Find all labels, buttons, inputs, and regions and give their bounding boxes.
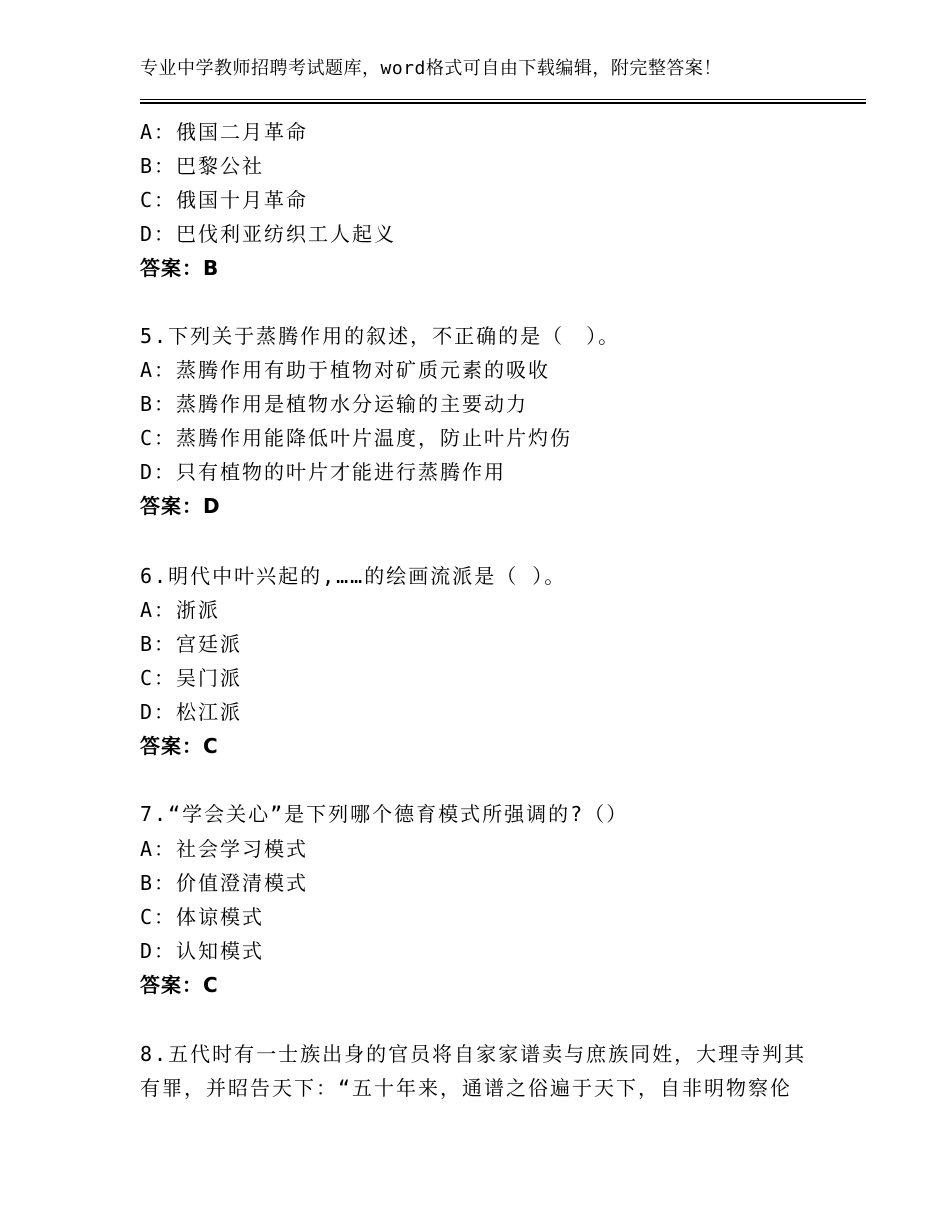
header-rule-thick <box>140 102 866 104</box>
answer: 答案：C <box>140 734 219 758</box>
option-d: D：只有植物的叶片才能进行蒸腾作用 <box>140 460 507 484</box>
question-stem-line-2: 有罪，并昭告天下：“五十年来，通谱之俗遍于天下，自非明物察伦 <box>140 1076 793 1100</box>
option-c: C：吴门派 <box>140 666 243 690</box>
option-a: A：俄国二月革命 <box>140 120 309 144</box>
option-c: C：俄国十月革命 <box>140 188 309 212</box>
question-stem-line-1: 8.五代时有一士族出身的官员将自家家谱卖与庶族同姓，大理寺判其 <box>140 1042 807 1066</box>
option-d: D：认知模式 <box>140 939 265 963</box>
option-b: B：价值澄清模式 <box>140 871 309 895</box>
option-b: B：宫廷派 <box>140 632 243 656</box>
answer: 答案：D <box>140 494 221 518</box>
question-stem: 7.“学会关心”是下列哪个德育模式所强调的?（） <box>140 802 629 826</box>
question-stem: 5.下列关于蒸腾作用的叙述，不正确的是（ ）。 <box>140 324 621 348</box>
option-a: A：社会学习模式 <box>140 837 309 861</box>
answer: 答案：C <box>140 973 219 997</box>
option-a: A：蒸腾作用有助于植物对矿质元素的吸收 <box>140 358 551 382</box>
header-text: 专业中学教师招聘考试题库，word格式可自由下载编辑，附完整答案！ <box>140 58 722 79</box>
question-stem: 6.明代中叶兴起的,……的绘画流派是（ ）。 <box>140 564 567 588</box>
option-b: B：巴黎公社 <box>140 154 265 178</box>
header-rule-thin <box>140 99 866 100</box>
option-c: C：蒸腾作用能降低叶片温度，防止叶片灼伤 <box>140 426 573 450</box>
option-a: A：浙派 <box>140 598 221 622</box>
option-c: C：体谅模式 <box>140 905 265 929</box>
option-d: D：松江派 <box>140 700 243 724</box>
answer: 答案：B <box>140 256 220 280</box>
option-d: D：巴伐利亚纺织工人起义 <box>140 222 397 246</box>
option-b: B：蒸腾作用是植物水分运输的主要动力 <box>140 392 529 416</box>
